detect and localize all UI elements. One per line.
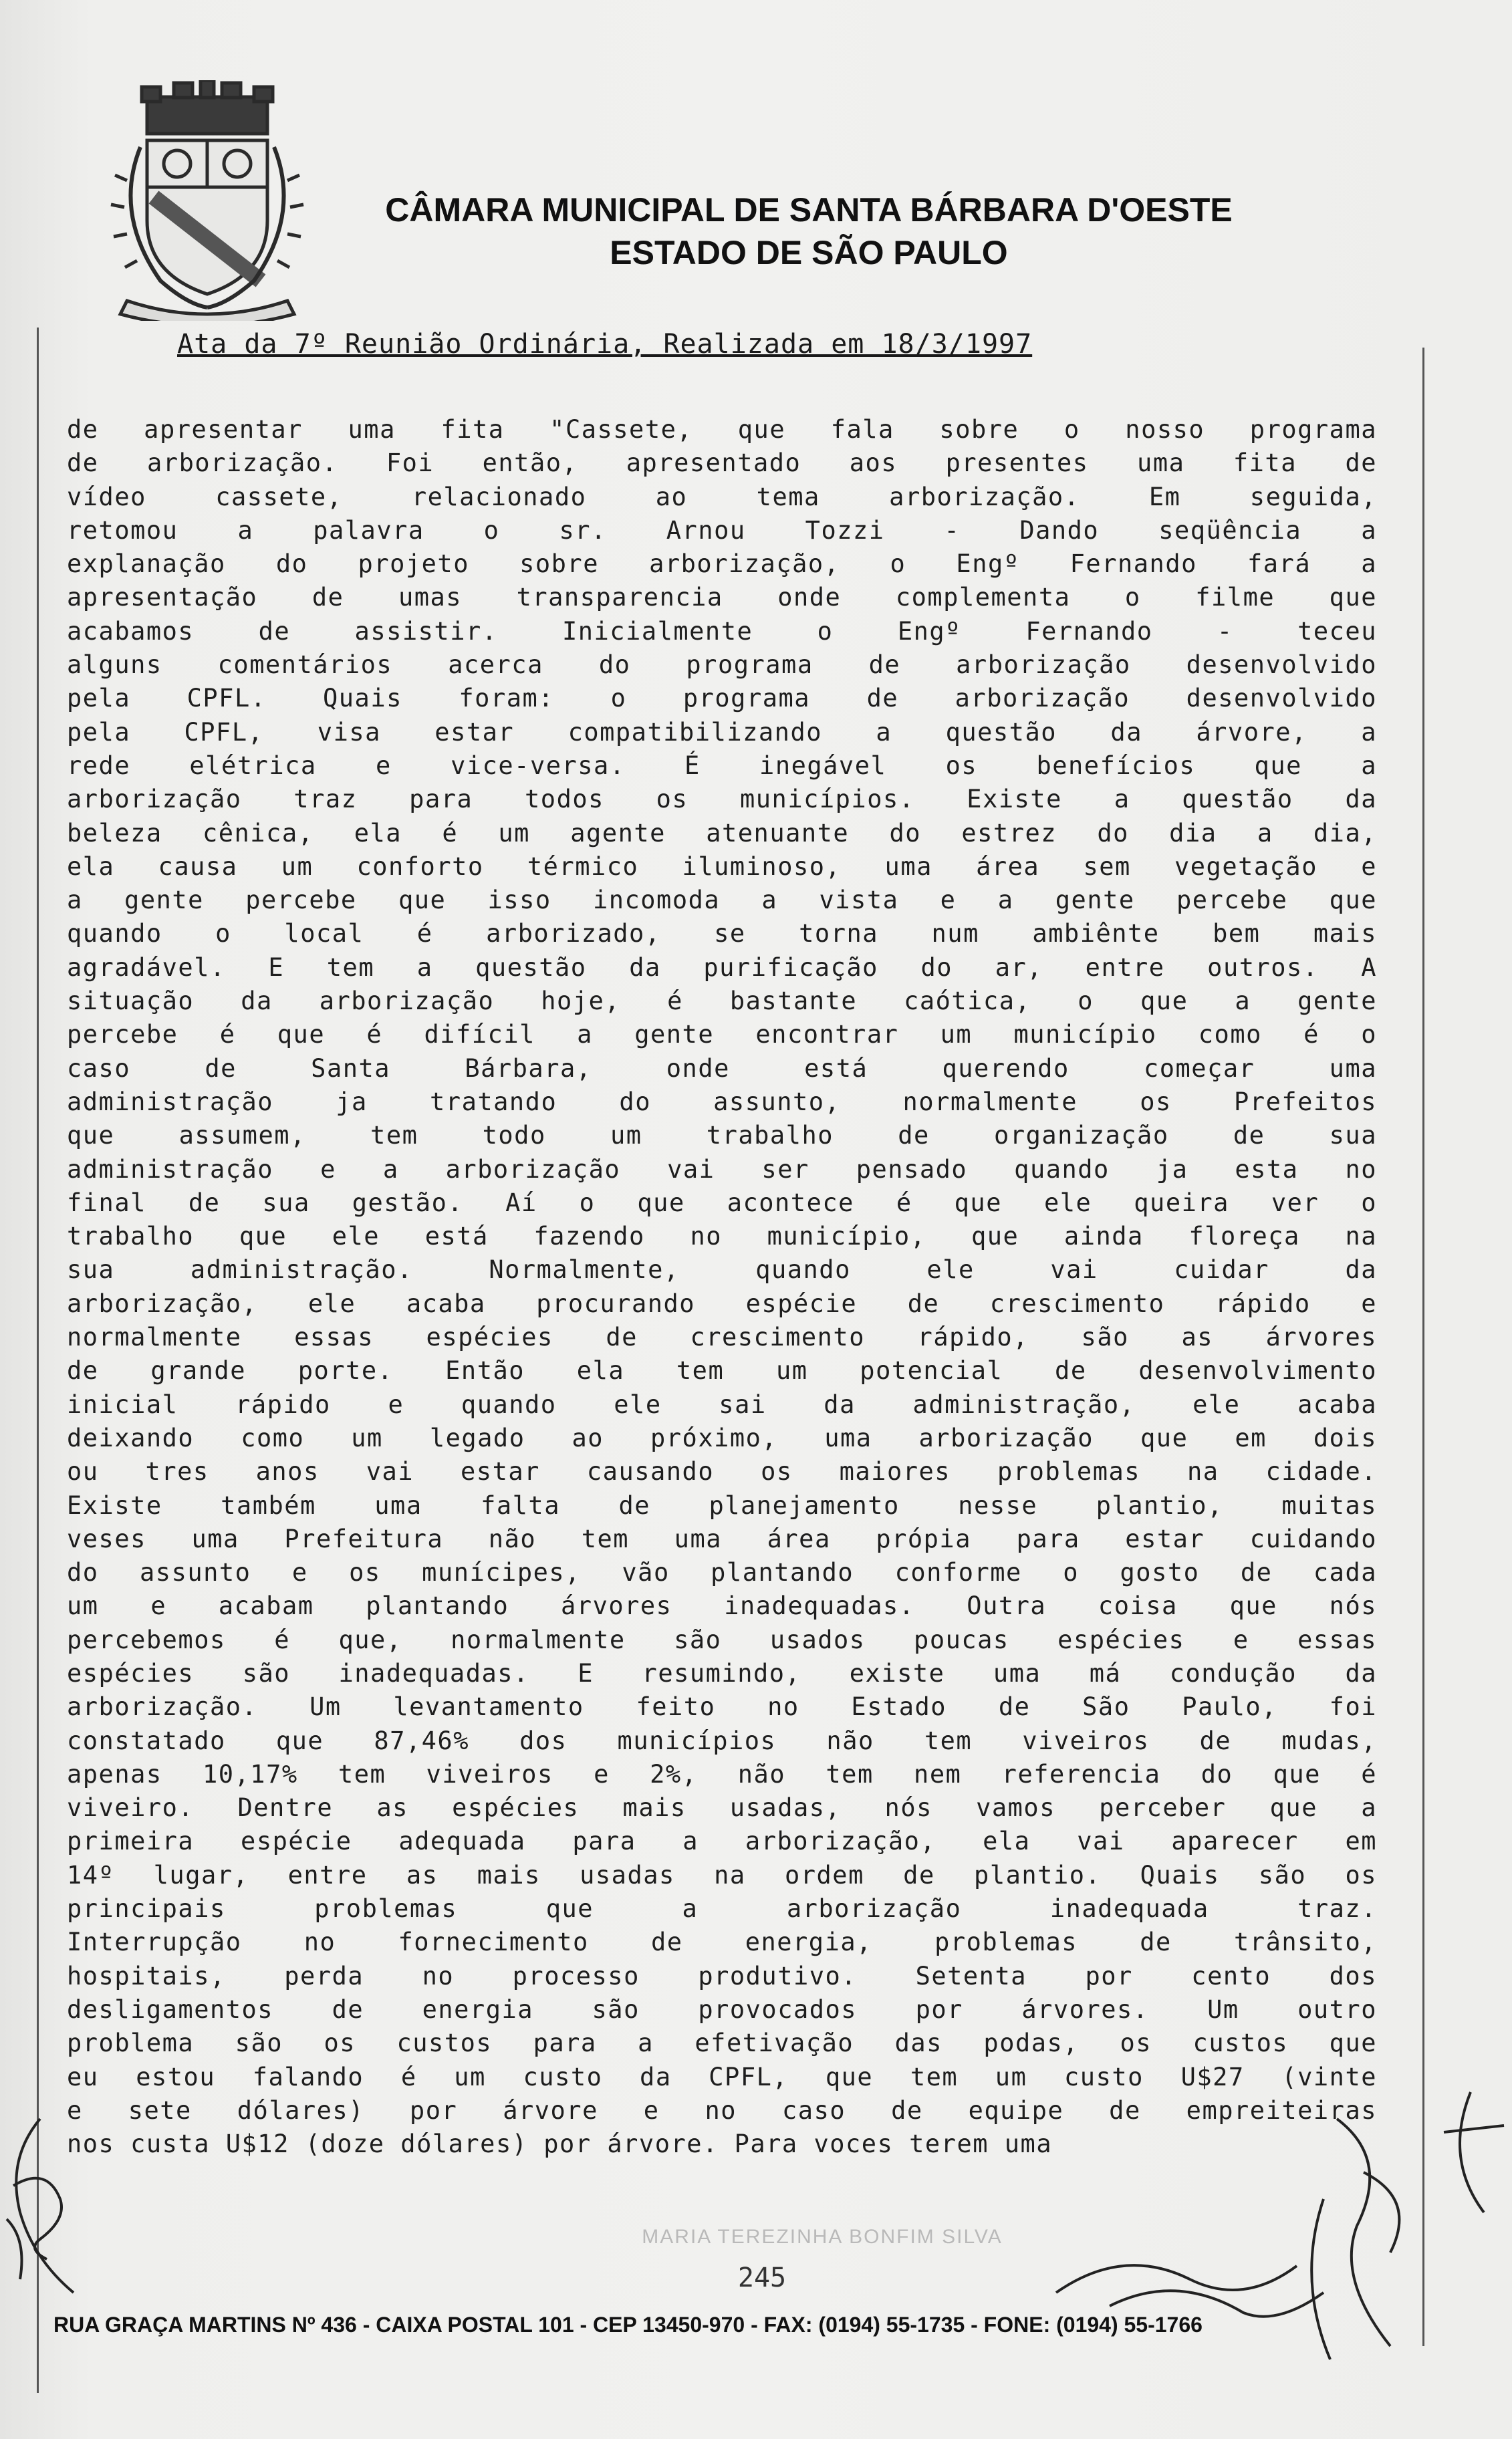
text-line: rede elétrica e vice-versa. É inegável os benefícios que a xyxy=(67,751,1377,780)
text-line: apenas 10,17% tem viveiros e 2%, não tem nem referencia do que é xyxy=(67,1759,1377,1789)
minutes-title: Ata da 7º Reunião Ordinária, Realizada em 18/3/1997 xyxy=(177,329,1033,360)
margin-line-right xyxy=(1422,348,1424,2346)
text-line: de apresentar uma fita "Cassete, que fala sobre o nosso programa xyxy=(67,415,1377,444)
text-line: arborização traz para todos os municípios. Existe a questão da xyxy=(67,785,1377,814)
header-line-1: CÂMARA MUNICIPAL DE SANTA BÁRBARA D'OESTE xyxy=(385,191,1233,229)
faint-stamp: MARIA TEREZINHA BONFIM SILVA xyxy=(642,2226,1003,2248)
text-line: situação da arborização hoje, é bastante caótica, o que a gente xyxy=(67,987,1377,1016)
text-line: administração e a arborização vai ser pensado quando ja esta no xyxy=(67,1154,1377,1184)
text-line: pela CPFL, visa estar compatibilizando a questão da árvore, a xyxy=(67,717,1377,747)
text-line: vídeo cassete, relacionado ao tema arborização. Em seguida, xyxy=(67,482,1377,511)
text-line: agradável. E tem a questão da purificação do ar, entre outros. A xyxy=(67,952,1377,982)
text-line: sua administração. Normalmente, quando ele vai cuidar da xyxy=(67,1255,1377,1285)
text-line: nos custa U$12 (doze dólares) por árvore. Para voces terem uma xyxy=(67,2130,1053,2159)
text-line: veses uma Prefeitura não tem uma área própia para estar cuidando xyxy=(67,1524,1377,1553)
text-line: arborização, ele acaba procurando espécie de crescimento rápido e xyxy=(67,1289,1377,1318)
text-line: e sete dólares) por árvore e no caso de equipe de empreiteiras xyxy=(67,2095,1377,2125)
text-line: que assumem, tem todo um trabalho de organização de sua xyxy=(67,1121,1377,1150)
text-line: acabamos de assistir. Inicialmente o Engº Fernando - teceu xyxy=(67,616,1377,646)
institution-header xyxy=(374,188,1243,274)
text-line: a gente percebe que isso incomoda a vista e a gente percebe que xyxy=(67,886,1377,915)
page-footer-address: RUA GRAÇA MARTINS Nº 436 - CAIXA POSTAL 101 - CEP 13450-970 - FAX: (0194) 55-1735 - FONE: (0194) 55-1766 xyxy=(53,2313,1203,2337)
text-line: eu estou falando é um custo da CPFL, que tem um custo U$27 (vinte xyxy=(67,2062,1377,2091)
text-line: de arborização. Foi então, apresentado aos presentes uma fita de xyxy=(67,448,1377,478)
text-line: percebe é que é difícil a gente encontrar um município como é o xyxy=(67,1020,1377,1049)
text-line: Existe também uma falta de planejamento nesse plantio, muitas xyxy=(67,1491,1377,1520)
text-line: quando o local é arborizado, se torna num ambiênte bem mais xyxy=(67,919,1377,948)
coat-of-arms-icon xyxy=(100,80,314,321)
margin-line-left xyxy=(37,328,39,2393)
text-line: arborização. Um levantamento feito no Estado de São Paulo, foi xyxy=(67,1692,1377,1722)
text-line: retomou a palavra o sr. Arnou Tozzi - Dando seqüência a xyxy=(67,515,1377,545)
text-line: um e acabam plantando árvores inadequadas. Outra coisa que nós xyxy=(67,1591,1377,1621)
text-line: ela causa um conforto térmico iluminoso, uma área sem vegetação e xyxy=(67,852,1377,881)
text-line: deixando como um legado ao próximo, uma arborização que em dois xyxy=(67,1423,1377,1452)
text-line: Interrupção no fornecimento de energia, problemas de trânsito, xyxy=(67,1928,1377,1957)
text-line: percebemos é que, normalmente são usados poucas espécies e essas xyxy=(67,1625,1377,1654)
text-line: alguns comentários acerca do programa de arborização desenvolvido xyxy=(67,650,1377,680)
text-line: de grande porte. Então ela tem um potencial de desenvolvimento xyxy=(67,1356,1377,1386)
text-line: problema são os custos para a efetivação das podas, os custos que xyxy=(67,2029,1377,2058)
text-line: trabalho que ele está fazendo no município, que ainda floreça na xyxy=(67,1222,1377,1251)
minutes-body xyxy=(67,413,1377,2161)
header-line-2: ESTADO DE SÃO PAULO xyxy=(610,234,1008,271)
text-line: caso de Santa Bárbara, onde está querendo começar uma xyxy=(67,1053,1377,1083)
signature-left-icon xyxy=(0,2105,120,2319)
text-line: do assunto e os munícipes, vão plantando conforme o gosto de cada xyxy=(67,1558,1377,1587)
text-line: ou tres anos vai estar causando os maiores problemas na cidade. xyxy=(67,1457,1377,1487)
text-line: final de sua gestão. Aí o que acontece é que ele queira ver o xyxy=(67,1188,1377,1217)
text-line: principais problemas que a arborização inadequada traz. xyxy=(67,1894,1377,1924)
text-line: pela CPFL. Quais foram: o programa de arborização desenvolvido xyxy=(67,684,1377,713)
text-line: normalmente essas espécies de crescimento rápido, são as árvores xyxy=(67,1323,1377,1352)
text-line: viveiro. Dentre as espécies mais usadas, nós vamos perceber que a xyxy=(67,1793,1377,1823)
text-line: hospitais, perda no processo produtivo. Setenta por cento dos xyxy=(67,1961,1377,1991)
text-line: beleza cênica, ela é um agente atenuante do estrez do dia a dia, xyxy=(67,818,1377,848)
page-number: 245 xyxy=(737,2263,787,2293)
text-line: desligamentos de energia são provocados por árvores. Um outro xyxy=(67,1995,1377,2024)
text-line: administração ja tratando do assunto, normalmente os Prefeitos xyxy=(67,1087,1377,1116)
text-line: inicial rápido e quando ele sai da administração, ele acaba xyxy=(67,1390,1377,1419)
text-line: espécies são inadequadas. E resumindo, existe uma má condução da xyxy=(67,1658,1377,1688)
text-line: explanação do projeto sobre arborização, o Engº Fernando fará a xyxy=(67,549,1377,579)
text-line: 14º lugar, entre as mais usadas na ordem de plantio. Quais são os xyxy=(67,1860,1377,1890)
text-line: constatado que 87,46% dos municípios não tem viveiros de mudas, xyxy=(67,1726,1377,1755)
text-line: apresentação de umas transparencia onde complementa o filme que xyxy=(67,583,1377,612)
text-line: primeira espécie adequada para a arborização, ela vai aparecer em xyxy=(67,1827,1377,1856)
